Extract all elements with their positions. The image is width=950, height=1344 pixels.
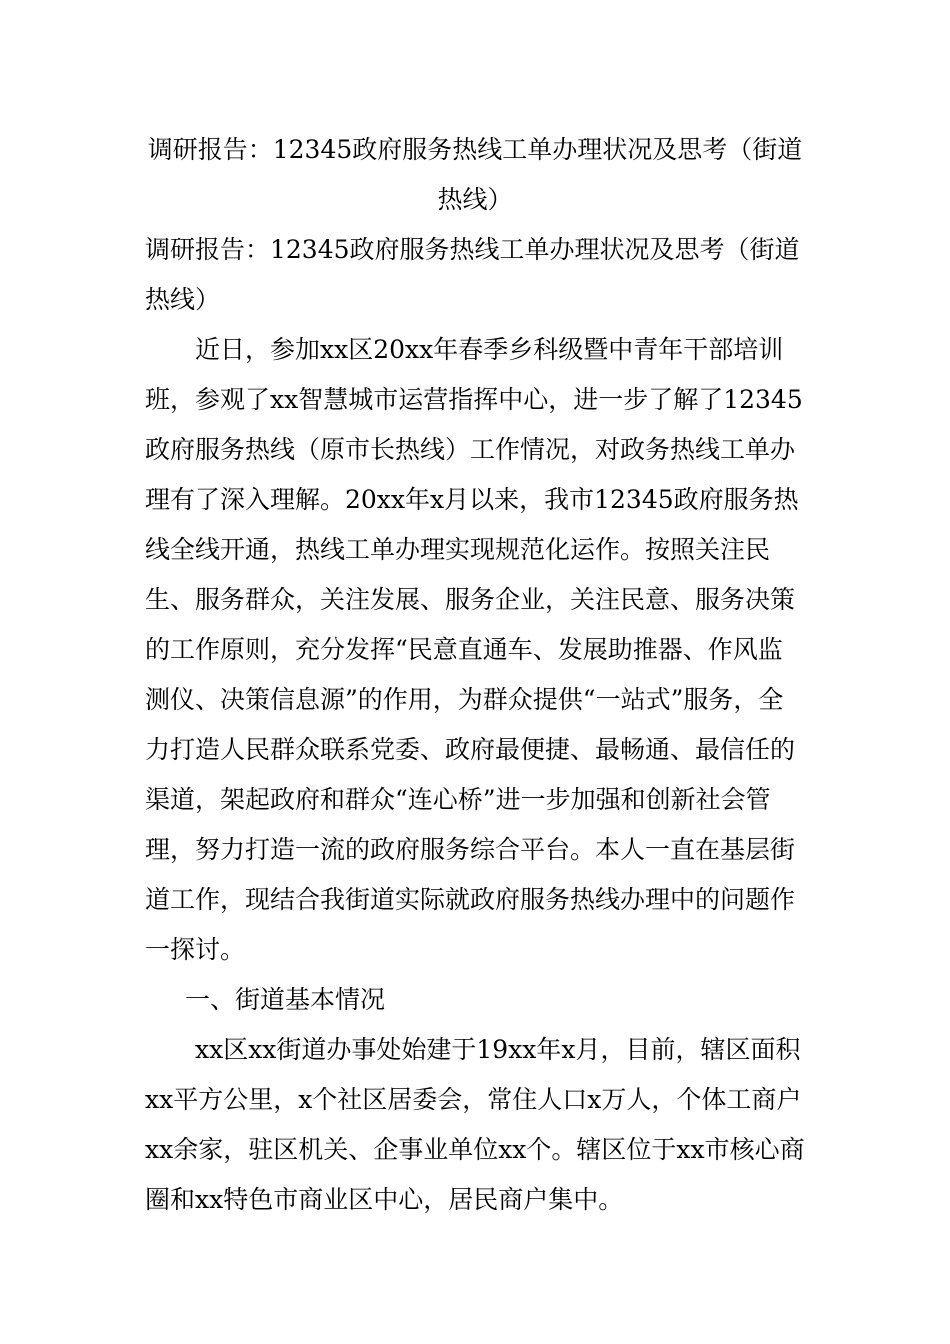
- document-title: 调研报告：12345政府服务热线工单办理状况及思考（街道热线）: [147, 135, 803, 214]
- section-heading-basic-situation: 一、街道基本情况: [185, 985, 386, 1014]
- paragraph-intro: 近日，参加xx区20xx年春季乡科级暨中青年干部培训班，参观了xx智慧城市运营指挥中心，进一步了解了12345政府服务热线（原市长热线）工作情况，对政务热线工单办理有了深入理解。20xx年x月以来，我市12345政府服务热线全线开通，热线工单办理实现规范化运作。按照关注民生、服务群众，关注发展、服务企业，关注民意、服务决策的工作原则，充分发挥“民意直通车、发展助推器、作风监测仪、决策信息源”的作用，为群众提供“一站式”服务，全力打造人民群众联系党委、政府最便捷、最畅通、最信任的渠道，架起政府和群众“连心桥”进一步加强和创新社会管理，努力打造一流的政府服务综合平台。本人一直在基层街道工作，现结合我街道实际就政府服务热线办理中的问题作一探讨。: [145, 335, 803, 964]
- paragraph-basic-situation: xx区xx街道办事处始建于19xx年x月，目前，辖区面积xx平方公里，x个社区居委会，常住人口x万人，个体工商户xx余家，驻区机关、企事业单位xx个。辖区位于xx市核心商圈和xx特色市商业区中心，居民商户集中。: [145, 1035, 805, 1214]
- document-body: [145, 225, 807, 1225]
- repeated-title: 调研报告：12345政府服务热线工单办理状况及思考（街道热线）: [145, 235, 800, 314]
